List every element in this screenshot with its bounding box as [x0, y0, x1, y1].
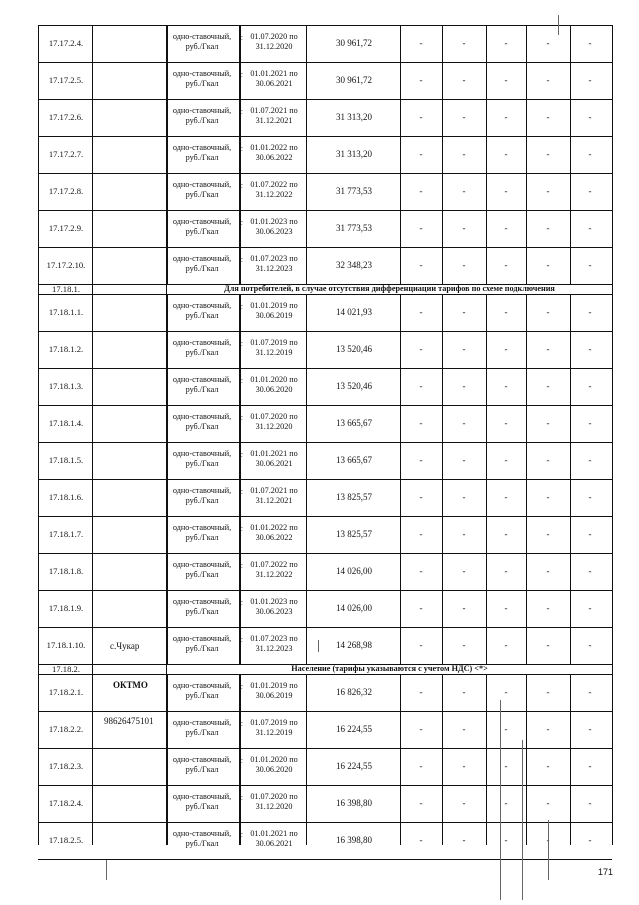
empty-cell-dash: -	[419, 417, 423, 428]
row-rule	[38, 785, 612, 786]
row-rule	[38, 25, 612, 26]
empty-cell-dash: -	[462, 74, 466, 85]
empty-cell-dash: -	[419, 259, 423, 270]
row-rule	[38, 859, 612, 860]
tariff-type: одно-ставочный, руб./Гкал	[172, 142, 232, 162]
period-prefix: с	[239, 254, 243, 264]
tariff-type: одно-ставочный, руб./Гкал	[172, 253, 232, 273]
empty-cell-dash: -	[588, 834, 592, 845]
empty-cell-dash: -	[462, 185, 466, 196]
tariff-value: 14 026,00	[336, 602, 372, 613]
empty-cell-dash: -	[588, 602, 592, 613]
empty-cell-dash: -	[419, 380, 423, 391]
row-code: 17.18.1.6.	[48, 491, 84, 502]
tariff-type: одно-ставочный, руб./Гкал	[172, 754, 232, 774]
empty-cell-dash: -	[419, 185, 423, 196]
row-rule	[38, 627, 612, 628]
row-rule	[38, 136, 612, 137]
period-prefix: с	[239, 792, 243, 802]
tariff-value: 16 398,80	[336, 797, 372, 808]
validity-period: 01.01.2022 по 30.06.2022	[250, 142, 298, 162]
column-rule	[400, 25, 401, 845]
validity-period: 01.07.2021 по 31.12.2021	[250, 485, 298, 505]
empty-cell-dash: -	[504, 185, 508, 196]
tariff-type: одно-ставочный, руб./Гкал	[172, 448, 232, 468]
tariff-value: 14 021,93	[336, 306, 372, 317]
tariff-value: 16 398,80	[336, 834, 372, 845]
empty-cell-dash: -	[504, 148, 508, 159]
tariff-type: одно-ставочный, руб./Гкал	[172, 791, 232, 811]
row-rule	[38, 748, 612, 749]
empty-cell-dash: -	[504, 723, 508, 734]
tariff-type: одно-ставочный, руб./Гкал	[172, 485, 232, 505]
section-heading: Для потребителей, в случае отсутствия дифференциации тарифов по схеме подключения	[224, 284, 555, 293]
row-rule	[38, 479, 612, 480]
tariff-type: одно-ставочный, руб./Гкал	[172, 522, 232, 542]
row-rule	[38, 711, 612, 712]
empty-cell-dash: -	[504, 111, 508, 122]
empty-cell-dash: -	[546, 306, 550, 317]
tariff-value: 14 026,00	[336, 565, 372, 576]
empty-cell-dash: -	[546, 37, 550, 48]
empty-cell-dash: -	[588, 148, 592, 159]
tariff-value: 30 961,72	[336, 37, 372, 48]
scan-artifact	[522, 740, 523, 900]
period-prefix: с	[239, 301, 243, 311]
validity-period: 01.07.2020 по 31.12.2020	[250, 791, 298, 811]
tariff-type: одно-ставочный, руб./Гкал	[172, 717, 232, 737]
tariff-value: 13 520,46	[336, 343, 372, 354]
row-code: 17.18.1.2.	[48, 343, 84, 354]
period-prefix: с	[239, 560, 243, 570]
empty-cell-dash: -	[588, 528, 592, 539]
column-rule	[442, 25, 443, 845]
empty-cell-dash: -	[504, 760, 508, 771]
row-code: 17.17.2.8.	[48, 185, 84, 196]
tariff-type: одно-ставочный, руб./Гкал	[172, 828, 232, 848]
tariff-value: 13 665,67	[336, 454, 372, 465]
row-rule	[38, 173, 612, 174]
row-rule	[38, 331, 612, 332]
validity-period: 01.01.2021 по 30.06.2021	[250, 828, 298, 848]
empty-cell-dash: -	[462, 306, 466, 317]
scan-artifact	[106, 860, 107, 880]
validity-period: 01.01.2019 по 30.06.2019	[250, 680, 298, 700]
row-code: 17.18.1.5.	[48, 454, 84, 465]
tariff-value: 32 348,23	[336, 259, 372, 270]
empty-cell-dash: -	[462, 380, 466, 391]
empty-cell-dash: -	[504, 259, 508, 270]
period-prefix: с	[239, 32, 243, 42]
period-prefix: с	[239, 143, 243, 153]
empty-cell-dash: -	[462, 222, 466, 233]
scan-artifact	[548, 820, 549, 880]
empty-cell-dash: -	[546, 723, 550, 734]
empty-cell-dash: -	[419, 565, 423, 576]
empty-cell-dash: -	[504, 74, 508, 85]
empty-cell-dash: -	[504, 454, 508, 465]
empty-cell-dash: -	[546, 417, 550, 428]
empty-cell-dash: -	[588, 639, 592, 650]
empty-cell-dash: -	[588, 491, 592, 502]
empty-cell-dash: -	[504, 797, 508, 808]
row-code: 17.18.2.1.	[48, 686, 84, 697]
validity-period: 01.01.2021 по 30.06.2021	[250, 448, 298, 468]
validity-period: 01.01.2023 по 30.06.2023	[250, 216, 298, 236]
empty-cell-dash: -	[462, 37, 466, 48]
validity-period: 01.01.2020 по 30.06.2020	[250, 374, 298, 394]
tariff-value: 13 825,57	[336, 491, 372, 502]
column-rule	[306, 25, 307, 845]
empty-cell-dash: -	[462, 148, 466, 159]
tariff-value: 30 961,72	[336, 74, 372, 85]
row-rule	[38, 247, 612, 248]
empty-cell-dash: -	[419, 602, 423, 613]
validity-period: 01.07.2021 по 31.12.2021	[250, 105, 298, 125]
empty-cell-dash: -	[546, 686, 550, 697]
row-code: 17.18.2.3.	[48, 760, 84, 771]
row-code: 17.17.2.9.	[48, 222, 84, 233]
tariff-value: 31 773,53	[336, 185, 372, 196]
empty-cell-dash: -	[546, 491, 550, 502]
row-code: 17.17.2.6.	[48, 111, 84, 122]
row-code: 17.17.2.10.	[46, 259, 86, 270]
empty-cell-dash: -	[504, 639, 508, 650]
period-prefix: с	[239, 217, 243, 227]
empty-cell-dash: -	[462, 760, 466, 771]
empty-cell-dash: -	[419, 74, 423, 85]
empty-cell-dash: -	[462, 639, 466, 650]
empty-cell-dash: -	[546, 454, 550, 465]
period-prefix: с	[239, 486, 243, 496]
row-code: 17.18.1.10.	[46, 639, 86, 650]
empty-cell-dash: -	[504, 222, 508, 233]
column-rule	[612, 25, 613, 845]
empty-cell-dash: -	[588, 222, 592, 233]
row-rule	[38, 822, 612, 823]
empty-cell-dash: -	[462, 259, 466, 270]
empty-cell-dash: -	[588, 454, 592, 465]
period-prefix: с	[239, 634, 243, 644]
empty-cell-dash: -	[419, 834, 423, 845]
empty-cell-dash: -	[419, 686, 423, 697]
row-rule	[38, 442, 612, 443]
tariff-type: одно-ставочный, руб./Гкал	[172, 559, 232, 579]
row-rule	[38, 294, 612, 295]
validity-period: 01.07.2020 по 31.12.2020	[250, 31, 298, 51]
empty-cell-dash: -	[504, 528, 508, 539]
empty-cell-dash: -	[419, 491, 423, 502]
oktmo-label: ОКТМО	[113, 680, 148, 690]
empty-cell-dash: -	[419, 797, 423, 808]
tariff-type: одно-ставочный, руб./Гкал	[172, 596, 232, 616]
tariff-value: 13 665,67	[336, 417, 372, 428]
scan-artifact	[318, 640, 319, 652]
empty-cell-dash: -	[504, 417, 508, 428]
empty-cell-dash: -	[462, 417, 466, 428]
empty-cell-dash: -	[588, 565, 592, 576]
period-prefix: с	[239, 106, 243, 116]
row-rule	[38, 210, 612, 211]
empty-cell-dash: -	[546, 528, 550, 539]
empty-cell-dash: -	[419, 306, 423, 317]
validity-period: 01.07.2022 по 31.12.2022	[250, 179, 298, 199]
empty-cell-dash: -	[588, 111, 592, 122]
tariff-type: одно-ставочный, руб./Гкал	[172, 633, 232, 653]
validity-period: 01.07.2022 по 31.12.2022	[250, 559, 298, 579]
row-rule	[38, 590, 612, 591]
validity-period: 01.07.2019 по 31.12.2019	[250, 717, 298, 737]
empty-cell-dash: -	[419, 37, 423, 48]
empty-cell-dash: -	[462, 491, 466, 502]
tariff-type: одно-ставочный, руб./Гкал	[172, 68, 232, 88]
empty-cell-dash: -	[588, 37, 592, 48]
empty-cell-dash: -	[504, 565, 508, 576]
row-rule	[38, 99, 612, 100]
empty-cell-dash: -	[588, 74, 592, 85]
empty-cell-dash: -	[588, 417, 592, 428]
tariff-value: 16 826,32	[336, 686, 372, 697]
empty-cell-dash: -	[546, 74, 550, 85]
validity-period: 01.01.2023 по 30.06.2023	[250, 596, 298, 616]
tariff-type: одно-ставочный, руб./Гкал	[172, 179, 232, 199]
column-rule	[38, 25, 39, 845]
row-code: 17.17.2.7.	[48, 148, 84, 159]
empty-cell-dash: -	[419, 111, 423, 122]
empty-cell-dash: -	[462, 797, 466, 808]
tariff-value: 13 825,57	[336, 528, 372, 539]
empty-cell-dash: -	[504, 306, 508, 317]
empty-cell-dash: -	[546, 222, 550, 233]
tariff-type: одно-ставочный, руб./Гкал	[172, 31, 232, 51]
column-rule	[486, 25, 487, 845]
row-code: 17.18.2.2.	[48, 723, 84, 734]
tariff-value: 31 773,53	[336, 222, 372, 233]
empty-cell-dash: -	[504, 491, 508, 502]
empty-cell-dash: -	[546, 185, 550, 196]
tariff-type: одно-ставочный, руб./Гкал	[172, 374, 232, 394]
period-prefix: с	[239, 597, 243, 607]
row-code: 17.18.1.1.	[48, 306, 84, 317]
empty-cell-dash: -	[588, 797, 592, 808]
empty-cell-dash: -	[546, 111, 550, 122]
empty-cell-dash: -	[419, 528, 423, 539]
page-number: 171	[598, 867, 614, 877]
row-code: 17.18.1.4.	[48, 417, 84, 428]
row-code: 17.18.2.4.	[48, 797, 84, 808]
empty-cell-dash: -	[504, 343, 508, 354]
empty-cell-dash: -	[546, 148, 550, 159]
empty-cell-dash: -	[462, 834, 466, 845]
row-code: 17.18.1.9.	[48, 602, 84, 613]
tariff-type: одно-ставочный, руб./Гкал	[172, 337, 232, 357]
empty-cell-dash: -	[546, 259, 550, 270]
row-code: 17.18.1.8.	[48, 565, 84, 576]
tariff-value: 31 313,20	[336, 148, 372, 159]
empty-cell-dash: -	[462, 528, 466, 539]
empty-cell-dash: -	[504, 380, 508, 391]
period-prefix: с	[239, 375, 243, 385]
row-rule	[38, 553, 612, 554]
tariff-type: одно-ставочный, руб./Гкал	[172, 216, 232, 236]
empty-cell-dash: -	[546, 380, 550, 391]
row-rule	[38, 516, 612, 517]
empty-cell-dash: -	[588, 723, 592, 734]
empty-cell-dash: -	[419, 723, 423, 734]
section-code: 17.18.1.	[52, 284, 80, 294]
empty-cell-dash: -	[588, 185, 592, 196]
period-prefix: с	[239, 523, 243, 533]
empty-cell-dash: -	[462, 686, 466, 697]
validity-period: 01.07.2023 по 31.12.2023	[250, 253, 298, 273]
validity-period: 01.07.2020 по 31.12.2020	[250, 411, 298, 431]
column-rule	[526, 25, 527, 845]
empty-cell-dash: -	[462, 343, 466, 354]
tariff-value: 13 520,46	[336, 380, 372, 391]
tariff-value: 16 224,55	[336, 723, 372, 734]
empty-cell-dash: -	[588, 343, 592, 354]
empty-cell-dash: -	[588, 760, 592, 771]
empty-cell-dash: -	[419, 343, 423, 354]
period-prefix: с	[239, 69, 243, 79]
empty-cell-dash: -	[504, 37, 508, 48]
empty-cell-dash: -	[546, 797, 550, 808]
period-prefix: с	[239, 681, 243, 691]
scan-artifact	[500, 700, 501, 900]
empty-cell-dash: -	[462, 723, 466, 734]
section-heading: Население (тарифы указываются с учетом НДС) <*>	[291, 664, 488, 673]
empty-cell-dash: -	[419, 148, 423, 159]
row-code: 17.18.1.3.	[48, 380, 84, 391]
period-prefix: с	[239, 338, 243, 348]
validity-period: 01.01.2019 по 30.06.2019	[250, 300, 298, 320]
empty-cell-dash: -	[588, 259, 592, 270]
column-rule	[570, 25, 571, 845]
period-prefix: с	[239, 449, 243, 459]
validity-period: 01.07.2023 по 31.12.2023	[250, 633, 298, 653]
empty-cell-dash: -	[462, 454, 466, 465]
empty-cell-dash: -	[546, 343, 550, 354]
empty-cell-dash: -	[588, 380, 592, 391]
oktmo-code: 98626475101	[104, 716, 154, 726]
row-code: 17.17.2.5.	[48, 74, 84, 85]
empty-cell-dash: -	[546, 639, 550, 650]
period-prefix: с	[239, 755, 243, 765]
row-rule	[38, 674, 612, 675]
row-rule	[38, 405, 612, 406]
settlement-label: с.Чукар	[110, 641, 140, 651]
validity-period: 01.07.2019 по 31.12.2019	[250, 337, 298, 357]
row-code: 17.18.2.5.	[48, 834, 84, 845]
validity-period: 01.01.2021 по 30.06.2021	[250, 68, 298, 88]
empty-cell-dash: -	[462, 602, 466, 613]
empty-cell-dash: -	[504, 834, 508, 845]
empty-cell-dash: -	[462, 565, 466, 576]
empty-cell-dash: -	[419, 760, 423, 771]
empty-cell-dash: -	[504, 602, 508, 613]
tariff-value: 14 268,98	[336, 639, 372, 650]
period-prefix: с	[239, 829, 243, 839]
empty-cell-dash: -	[504, 686, 508, 697]
empty-cell-dash: -	[588, 306, 592, 317]
empty-cell-dash: -	[462, 111, 466, 122]
tariff-value: 16 224,55	[336, 760, 372, 771]
empty-cell-dash: -	[588, 686, 592, 697]
period-prefix: с	[239, 180, 243, 190]
validity-period: 01.01.2020 по 30.06.2020	[250, 754, 298, 774]
empty-cell-dash: -	[419, 222, 423, 233]
empty-cell-dash: -	[546, 565, 550, 576]
tariff-type: одно-ставочный, руб./Гкал	[172, 300, 232, 320]
empty-cell-dash: -	[419, 454, 423, 465]
tariff-type: одно-ставочный, руб./Гкал	[172, 411, 232, 431]
column-rule	[92, 25, 93, 845]
tariff-type: одно-ставочный, руб./Гкал	[172, 105, 232, 125]
row-rule	[38, 62, 612, 63]
period-prefix: с	[239, 718, 243, 728]
row-code: 17.18.1.7.	[48, 528, 84, 539]
scan-artifact	[558, 15, 559, 35]
empty-cell-dash: -	[419, 639, 423, 650]
empty-cell-dash: -	[546, 760, 550, 771]
period-prefix: с	[239, 412, 243, 422]
row-code: 17.17.2.4.	[48, 37, 84, 48]
validity-period: 01.01.2022 по 30.06.2022	[250, 522, 298, 542]
row-rule	[38, 368, 612, 369]
tariff-type: одно-ставочный, руб./Гкал	[172, 680, 232, 700]
empty-cell-dash: -	[546, 602, 550, 613]
section-code: 17.18.2.	[52, 664, 80, 674]
tariff-value: 31 313,20	[336, 111, 372, 122]
